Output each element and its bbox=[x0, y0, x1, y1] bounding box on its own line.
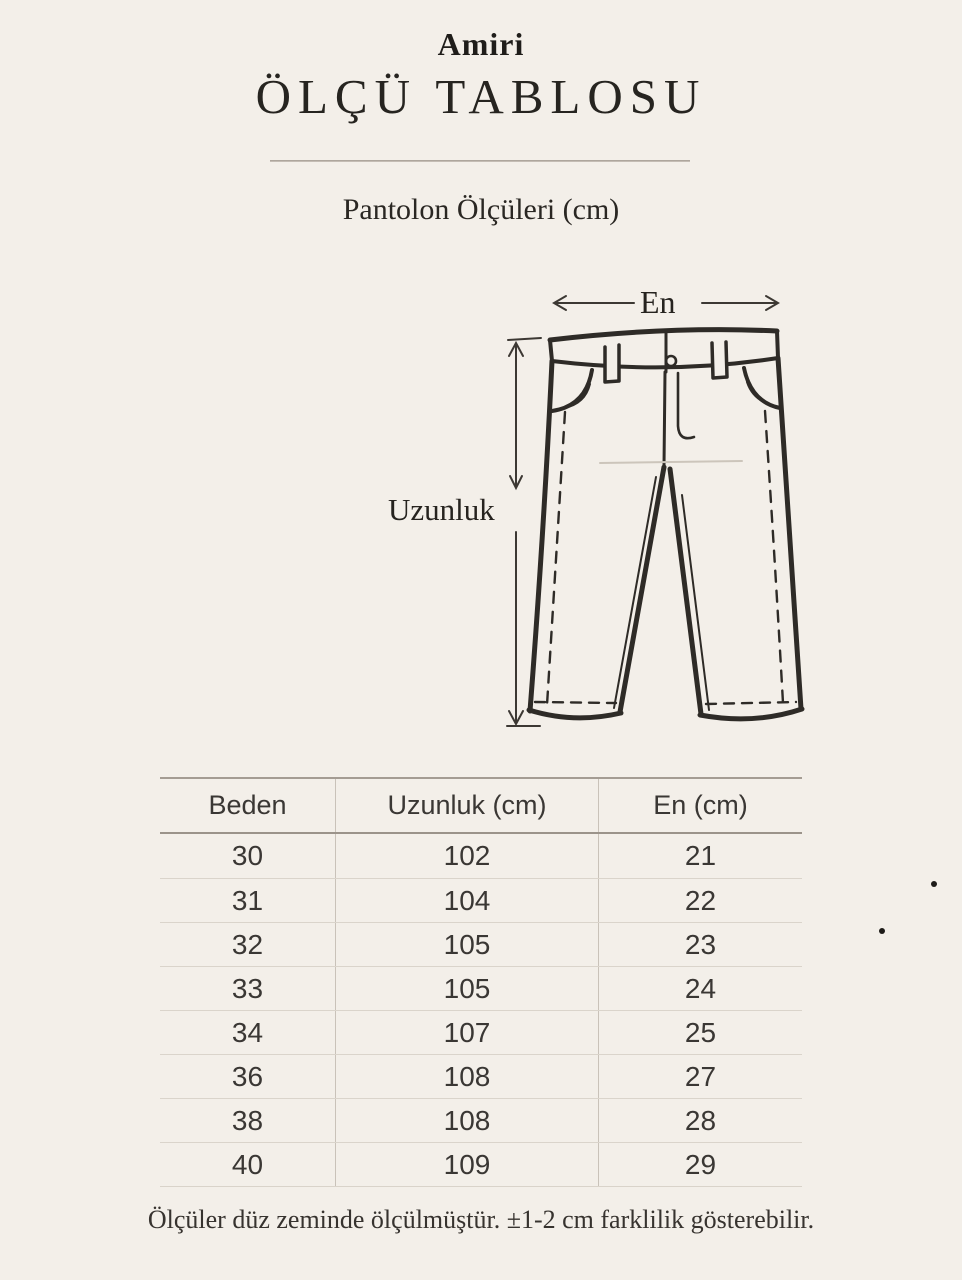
title-divider bbox=[270, 160, 690, 162]
cell-en: 25 bbox=[598, 1011, 802, 1054]
cell-en: 27 bbox=[598, 1055, 802, 1098]
cell-beden: 36 bbox=[231, 1060, 264, 1092]
pants-measurement-diagram bbox=[368, 280, 818, 752]
cell-beden: 32 bbox=[231, 928, 264, 960]
cell-en: 28 bbox=[598, 1099, 802, 1142]
cell-uzunluk: 105 bbox=[335, 923, 598, 966]
table-row bbox=[160, 834, 802, 878]
table-row bbox=[160, 922, 802, 966]
cell-en: 22 bbox=[598, 879, 802, 922]
page-subtitle: Pantolon Ölçüleri (cm) bbox=[342, 193, 620, 226]
cell-beden: 34 bbox=[231, 1016, 264, 1048]
cell-uzunluk: 108 bbox=[335, 1099, 598, 1142]
cell-uzunluk: 109 bbox=[335, 1143, 598, 1186]
table-row bbox=[160, 1010, 802, 1054]
cell-uzunluk: 104 bbox=[335, 879, 598, 922]
cell-en: 24 bbox=[598, 967, 802, 1010]
cell-uzunluk: 107 bbox=[335, 1011, 598, 1054]
header-uzunluk: Uzunluk (cm) bbox=[335, 779, 598, 832]
speck-dot bbox=[879, 928, 885, 934]
length-dimension-label: Uzunluk bbox=[388, 492, 495, 527]
cell-en: 21 bbox=[598, 834, 802, 878]
table-row bbox=[160, 878, 802, 922]
table-row bbox=[160, 966, 802, 1010]
table-row bbox=[160, 1098, 802, 1142]
cell-beden: 31 bbox=[231, 884, 264, 916]
table-row bbox=[160, 1142, 802, 1186]
speck-dot bbox=[931, 881, 937, 887]
header-beden: Beden bbox=[208, 790, 287, 820]
brand-name: Amiri bbox=[437, 26, 525, 62]
page-title: ÖLÇÜ TABLOSU bbox=[255, 69, 707, 124]
cell-uzunluk: 108 bbox=[335, 1055, 598, 1098]
cell-en: 29 bbox=[598, 1143, 802, 1186]
table-row bbox=[160, 1054, 802, 1098]
cell-en: 23 bbox=[598, 923, 802, 966]
measurement-disclaimer: Ölçüler düz zeminde ölçülmüştür. ±1-2 cm farklilik gösterebilir. bbox=[147, 1205, 815, 1234]
length-arrow-icon bbox=[507, 338, 541, 726]
cell-beden: 30 bbox=[231, 840, 264, 871]
cell-beden: 38 bbox=[231, 1104, 264, 1136]
width-dimension-label: En bbox=[640, 284, 676, 320]
cell-uzunluk: 105 bbox=[335, 967, 598, 1010]
table-header-row bbox=[160, 779, 802, 834]
cell-beden: 40 bbox=[231, 1148, 264, 1180]
header-en: En (cm) bbox=[598, 779, 802, 832]
cell-beden: 33 bbox=[231, 972, 264, 1004]
pants-outline bbox=[529, 330, 802, 719]
cell-uzunluk: 102 bbox=[335, 834, 598, 878]
size-table bbox=[160, 777, 802, 1187]
